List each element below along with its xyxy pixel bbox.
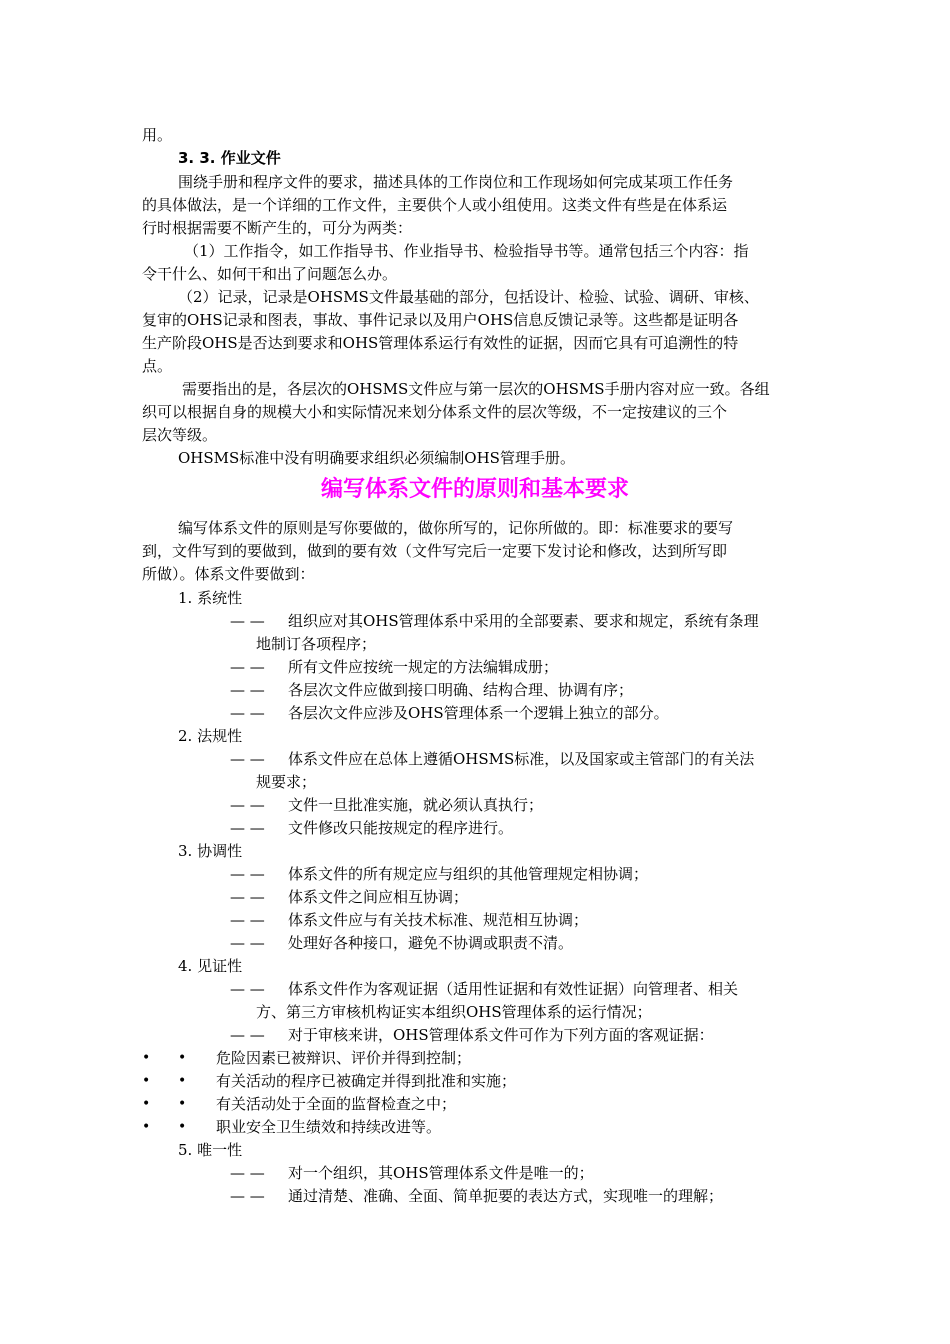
dash-mark: — — — [230, 658, 265, 676]
list-item: 对一个组织，其OHS管理体系文件是唯一的； — [288, 1164, 594, 1182]
text-line: 的具体做法，是一个详细的工作文件，主要供个人或小组使用。这类文件有些是在体系运 — [142, 196, 728, 214]
dash-mark: — — — [230, 750, 265, 768]
dash-mark: — — — [230, 819, 265, 837]
text-line: 用。 — [142, 126, 173, 144]
list-item: 地制订各项程序； — [256, 635, 377, 653]
list-item: 文件一旦批准实施，就必须认真执行； — [288, 796, 544, 814]
text-line: （1）工作指令，如工作指导书、作业指导书、检验指导书等。通常包括三个内容：指 — [184, 242, 749, 260]
bullet-icon: • — [178, 1073, 187, 1089]
list-item: 各层次文件应做到接口明确、结构合理、协调有序； — [288, 681, 634, 699]
list-item: 处理好各种接口，避免不协调或职责不清。 — [288, 934, 574, 952]
bullet-icon: • — [142, 1073, 151, 1089]
text-line: 行时根据需要不断产生的，可分为两类： — [142, 219, 413, 237]
dash-mark: — — — [230, 911, 265, 929]
page-title: 编写体系文件的原则和基本要求 — [320, 477, 629, 502]
dash-mark: — — — [230, 934, 265, 952]
text-line: 织可以根据自身的规模大小和实际情况来划分体系文件的层次等级，不一定按建议的三个 — [142, 403, 728, 421]
bullet-icon: • — [178, 1050, 187, 1066]
text-line: 所做）。体系文件要做到： — [142, 565, 315, 583]
text-line: 到，文件写到的要做到，做到的要有效（文件写完后一定要下发讨论和修改，达到所写即 — [142, 542, 728, 560]
text-line: 生产阶段OHS是否达到要求和OHS管理体系运行有效性的证据，因而它具有可追溯性的特 — [142, 334, 739, 352]
list-item: 组织应对其OHS管理体系中采用的全部要素、要求和规定，系统有条理 — [288, 612, 759, 630]
list-item: 体系文件之间应相互协调； — [288, 888, 469, 906]
list-item: 体系文件的所有规定应与组织的其他管理规定相协调； — [288, 865, 649, 883]
dash-mark: — — — [230, 865, 265, 883]
text-line: （2）记录，记录是OHSMS文件最基础的部分，包括设计、检验、试验、调研、审核、 — [178, 288, 759, 306]
text-line: 点。 — [142, 357, 173, 375]
text-line: 层次等级。 — [142, 426, 218, 444]
list-item: 体系文件作为客观证据（适用性证据和有效性证据）向管理者、相关 — [288, 980, 739, 998]
text-line: 围绕手册和程序文件的要求，描述具体的工作岗位和工作现场如何完成某项工作任务 — [178, 173, 734, 191]
bullet-icon: • — [142, 1096, 151, 1112]
dash-mark: — — — [230, 681, 265, 699]
section-heading: 3. 3. 作业文件 — [178, 149, 281, 167]
list-item: 规要求； — [256, 773, 317, 791]
section-heading: 2. 法规性 — [178, 727, 243, 745]
bullet-icon: • — [142, 1119, 151, 1135]
dash-mark: — — — [230, 1164, 265, 1182]
dash-mark: — — — [230, 1187, 265, 1205]
text-line: 需要指出的是，各层次的OHSMS文件应与第一层次的OHSMS手册内容对应一致。各组 — [182, 380, 770, 398]
text-line: OHSMS标准中没有明确要求组织必须编制OHS管理手册。 — [178, 449, 575, 467]
list-item: 通过清楚、准确、全面、简单扼要的表达方式，实现唯一的理解； — [288, 1187, 724, 1205]
list-item: 对于审核来讲，OHS管理体系文件可作为下列方面的客观证据： — [288, 1026, 714, 1044]
section-heading: 5. 唯一性 — [178, 1141, 243, 1159]
list-item: 文件修改只能按规定的程序进行。 — [288, 819, 514, 837]
dash-mark: — — — [230, 888, 265, 906]
section-heading: 3. 协调性 — [178, 842, 243, 860]
text-line: 令干什么、如何干和出了问题怎么办。 — [142, 265, 398, 283]
list-item: 各层次文件应涉及OHS管理体系一个逻辑上独立的部分。 — [288, 704, 669, 722]
section-heading: 4. 见证性 — [178, 957, 243, 975]
bullet-icon: • — [178, 1119, 187, 1135]
bullet-icon: • — [142, 1050, 151, 1066]
list-item: 方、第三方审核机构证实本组织OHS管理体系的运行情况； — [256, 1003, 652, 1021]
dash-mark: — — — [230, 980, 265, 998]
dash-mark: — — — [230, 612, 265, 630]
list-item: 体系文件应与有关技术标准、规范相互协调； — [288, 911, 589, 929]
dash-mark: — — — [230, 704, 265, 722]
dash-mark: — — — [230, 796, 265, 814]
text-line: 复审的OHS记录和图表，事故、事件记录以及用户OHS信息反馈记录等。这些都是证明各 — [142, 311, 739, 329]
dash-mark: — — — [230, 1026, 265, 1044]
list-item: 体系文件应在总体上遵循OHSMS标准，以及国家或主管部门的有关法 — [288, 750, 755, 768]
list-item: 所有文件应按统一规定的方法编辑成册； — [288, 658, 559, 676]
bullet-item: 职业安全卫生绩效和持续改进等。 — [216, 1118, 442, 1136]
bullet-icon: • — [178, 1096, 187, 1112]
bullet-item: 有关活动处于全面的监督检查之中； — [216, 1095, 457, 1113]
section-heading: 1. 系统性 — [178, 589, 243, 607]
bullet-item: 危险因素已被辩识、评价并得到控制； — [216, 1049, 472, 1067]
bullet-item: 有关活动的程序已被确定并得到批准和实施； — [216, 1072, 517, 1090]
text-line: 编写体系文件的原则是写你要做的，做你所写的，记你所做的。即：标准要求的要写 — [178, 519, 734, 537]
